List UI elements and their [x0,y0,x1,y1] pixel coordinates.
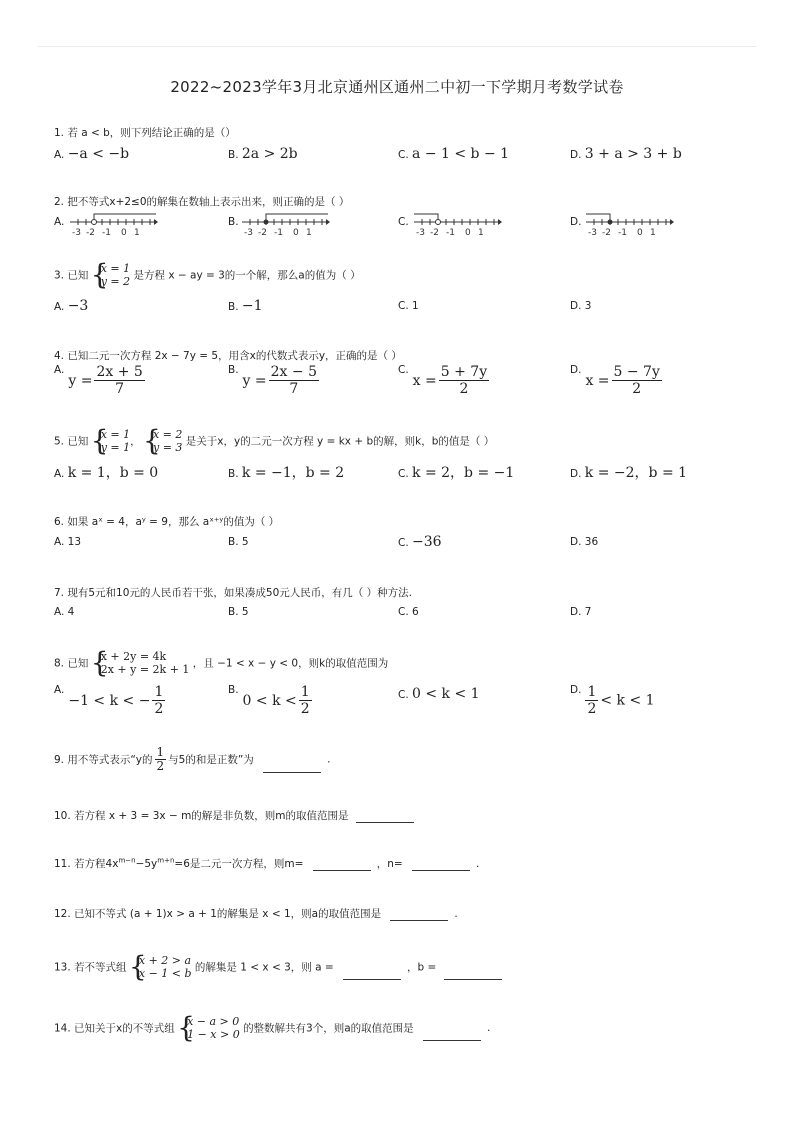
denominator: 7 [115,381,125,397]
number-line-d [584,208,674,238]
answer-blank[interactable] [263,761,321,773]
numerator: 5 − 7y [613,364,660,380]
system-line: x = 1 [100,428,131,441]
option-label: A. [54,149,65,161]
question-text: ，n= [376,858,403,870]
q8-option-b[interactable] [228,684,314,717]
denominator: 2 [459,381,469,397]
q8-option-d[interactable] [570,684,655,717]
option-math: −1 [241,298,263,314]
numerator: 5 + 7y [440,364,488,380]
tick-label: -3 [72,228,81,238]
system-line: y = 1 [100,441,131,454]
question-8-stem [54,646,389,679]
number-line-c [412,208,502,238]
system-line: 1 − x > 0 [187,1028,240,1041]
tick-label: 0 [121,228,127,238]
system-line: y = 3 [152,441,183,454]
tick-label: 0 [465,228,471,238]
q1-option-c[interactable] [398,146,509,162]
option-label: C. [398,689,409,701]
question-text: −5y [135,858,158,870]
tick-label: -1 [618,228,627,238]
option-label: B. [228,301,239,313]
option-math: −a < −b [67,146,130,162]
option-math: 0 < k < [242,692,297,709]
answer-blank-m[interactable] [313,859,371,871]
option-math: a − 1 < b − 1 [412,146,510,162]
option-math: 2a > 2b [241,146,298,162]
option-label: C. [398,364,409,376]
q4-option-a[interactable] [54,364,147,397]
option-label: B. [228,149,239,161]
fraction [269,364,319,397]
numerator: 2x + 5 [96,364,143,380]
q1-option-a[interactable] [54,146,129,162]
answer-blank-n[interactable] [412,859,470,871]
q1-option-b[interactable] [228,146,298,162]
tick-label: 1 [478,228,484,238]
fraction [152,684,165,717]
page-title: 2022~2023学年3月北京通州区通州二中初一下学期月考数学试卷 [170,78,624,96]
question-10 [54,808,414,823]
fraction [299,684,312,717]
equation-system-2: { x = 2 y = 3 [142,424,183,457]
tick-label: -1 [102,228,111,238]
q6-option-c[interactable] [398,534,442,550]
q6-option-b[interactable]: B. 5 [228,536,249,548]
option-label: B. [228,468,239,480]
option-math: 0 < k < 1 [412,686,480,702]
system-line: x − 1 < b [138,967,192,980]
fraction [585,684,598,717]
question-text: 与5的和是正数”为 [168,754,254,766]
numerator: 1 [587,684,597,700]
fraction [612,364,662,397]
option-math: k = −2，b = 1 [584,465,688,481]
question-number: 8. 已知 [54,657,89,670]
option-label: C. [398,537,409,549]
question-7-stem: 7. 现有5元和10元的人民币若干张，如果凑成50元人民币，有几（ ）种方法. [54,587,412,599]
exponent: m+n [157,856,175,865]
q4-option-b[interactable] [228,364,321,397]
option-label: D. [570,364,582,376]
q6-option-d[interactable]: D. 36 [570,536,599,548]
q5-option-b[interactable] [228,462,344,482]
denominator: 2 [300,701,310,717]
denominator: 7 [289,381,299,397]
denominator: 2 [587,701,597,717]
question-3-stem [54,258,361,291]
number-line-a [68,208,158,238]
question-13 [54,950,502,983]
question-text: =6是二元一次方程，则m= [174,858,304,870]
question-4-stem: 4. 已知二元一次方程 2x − 7y = 5，用含x的代数式表示y，正确的是（ ） [54,350,402,362]
answer-blank[interactable] [423,1029,481,1041]
tick-label: -2 [258,228,267,238]
q5-option-c[interactable] [398,462,514,482]
option-math: 3 + a > 3 + b [584,146,682,162]
question-9 [54,746,330,773]
tick-label: -3 [244,228,253,238]
q5-option-a[interactable] [54,462,158,482]
q8-option-c[interactable] [398,686,480,702]
system-line: x − a > 0 [187,1015,240,1028]
q5-option-d[interactable] [570,462,687,482]
q7-option-b[interactable]: B. 5 [228,606,249,618]
option-math: k = −1，b = 2 [241,465,345,481]
tick-label: -2 [430,228,439,238]
tick-label: 1 [306,228,312,238]
exponent: m−n [118,856,136,865]
option-math: k = 2，b = −1 [412,465,515,481]
option-math: y = [68,372,93,389]
q2-option-c-label[interactable]: C. [398,216,409,228]
answer-blank[interactable] [390,909,448,921]
option-label: A. [54,301,65,313]
q7-option-a[interactable]: A. 4 [54,606,75,618]
option-math: x = [585,372,610,389]
option-label: D. [570,684,582,696]
system-line: y = 2 [100,275,131,288]
inequality-system: { x − a > 0 1 − x > 0 [177,1011,240,1044]
question-14 [54,1011,491,1044]
question-2-stem: 2. 把不等式x+2≤0的解集在数轴上表示出来，则正确的是（ ） [54,196,350,208]
system-line: x = 1 [100,262,131,275]
q3-option-c[interactable]: C. 1 [398,300,419,312]
equation-system: { x = 1 y = 2 [90,258,131,291]
q4-option-c[interactable] [398,364,491,397]
tick-label: 1 [650,228,656,238]
question-text: 的整数解共有3个，则a的取值范围是 [243,1022,414,1035]
question-11 [54,856,479,871]
question-text: 10. 若方程 x + 3 = 3x − m的解是非负数，则m的取值范围是 [54,810,349,822]
q7-option-c[interactable]: C. 6 [398,606,419,618]
tick-label: -1 [446,228,455,238]
system-line: x = 2 [152,428,183,441]
question-1-stem: 1. 若 a < b，则下列结论正确的是（） [54,127,236,139]
option-label: A. [54,468,65,480]
q3-option-d[interactable]: D. 3 [570,300,592,312]
question-text: 是关于x，y的二元一次方程 y = kx + b的解，则k，b的值是（ ） [185,435,495,448]
answer-blank-b[interactable] [444,968,502,980]
tick-label: -2 [86,228,95,238]
system-line: 2x + y = 2k + 1 [100,663,190,676]
q7-option-d[interactable]: D. 7 [570,606,592,618]
question-text: ，且 −1 < x − y < 0，则k的取值范围为 [192,657,389,670]
fraction [439,364,489,397]
question-12 [54,906,458,921]
question-number: 14. 已知关于x的不等式组 [54,1022,175,1035]
question-number: 13. 若不等式组 [54,961,127,974]
option-math: y = [242,372,267,389]
option-label: C. [398,468,409,480]
answer-blank-a[interactable] [343,968,401,980]
q2-option-a-label[interactable]: A. [54,216,65,228]
punctuation: . [327,753,331,766]
numerator: 1 [156,745,165,759]
option-math: −1 < k < − [68,692,151,709]
option-label: B. [228,364,239,376]
question-text: 的解集是 1 < x < 3，则 a = [194,961,334,974]
system-line: x + 2y = 4k [100,650,167,663]
q2-option-b-label[interactable]: B. [228,216,239,228]
option-math: x = [412,372,437,389]
denominator: 2 [632,381,642,397]
q4-option-d[interactable] [570,364,664,397]
question-number: 3. 已知 [54,269,89,282]
equation-system-1: { x = 1 y = 1 [90,424,131,457]
option-label: D. [570,468,582,480]
tick-label: 0 [637,228,643,238]
numerator: 1 [300,684,310,700]
tick-label: -2 [602,228,611,238]
inequality-system: { x + 2 > a x − 1 < b [128,950,192,983]
punctuation: . [454,908,458,920]
tick-label: -3 [416,228,425,238]
option-label: A. [54,684,65,696]
question-text: 12. 已知不等式 (a + 1)x > a + 1的解集是 x < 1，则a的取值范围是 [54,908,382,920]
tick-label: -3 [588,228,597,238]
q3-option-b[interactable] [228,298,263,314]
question-6-stem: 6. 如果 aˣ = 4，aʸ = 9，那么 aˣ⁺ʸ的值为（ ） [54,516,280,528]
question-number: 5. 已知 [54,435,89,448]
option-math: −36 [412,534,442,550]
denominator: 2 [154,701,164,717]
q8-option-a[interactable] [54,684,167,717]
number-line-b [240,208,330,238]
q6-option-a[interactable]: A. 13 [54,536,82,548]
question-5-stem: 5. 已知 { x = 1 y = 1 ， { x = 2 y = 3 是关于x，y的二元一次方程 y = kx + b的解，则k，b的值是（ ） [54,424,495,457]
question-text: 9. 用不等式表示“y的 [54,754,153,766]
punctuation: . [476,858,480,870]
option-math: k = 1，b = 0 [67,465,159,481]
option-math: −3 [67,298,89,314]
q1-option-d[interactable] [570,146,682,162]
option-label: B. [228,684,239,696]
denominator: 2 [156,759,165,773]
header-divider [38,46,756,47]
option-label: D. [570,149,582,161]
numerator: 2x − 5 [270,364,317,380]
equation-system: { x + 2y = 4k 2x + y = 2k + 1 [90,646,190,679]
option-label: A. [54,364,65,376]
numerator: 1 [154,684,164,700]
tick-label: -1 [274,228,283,238]
q3-option-a[interactable] [54,298,88,314]
q2-option-d-label[interactable]: D. [570,216,582,228]
fraction [94,364,144,397]
fraction [155,746,167,773]
tick-label: 0 [293,228,299,238]
punctuation: . [487,1022,491,1034]
tick-label: 1 [134,228,140,238]
question-text: 是方程 x − ay = 3的一个解，那么a的值为（ ） [133,269,361,282]
answer-blank[interactable] [356,811,414,823]
question-text: ，b = [407,961,437,974]
system-line: x + 2 > a [138,954,192,967]
option-label: C. [398,149,409,161]
question-text: 11. 若方程4x [54,858,119,870]
option-math: < k < 1 [600,692,655,709]
